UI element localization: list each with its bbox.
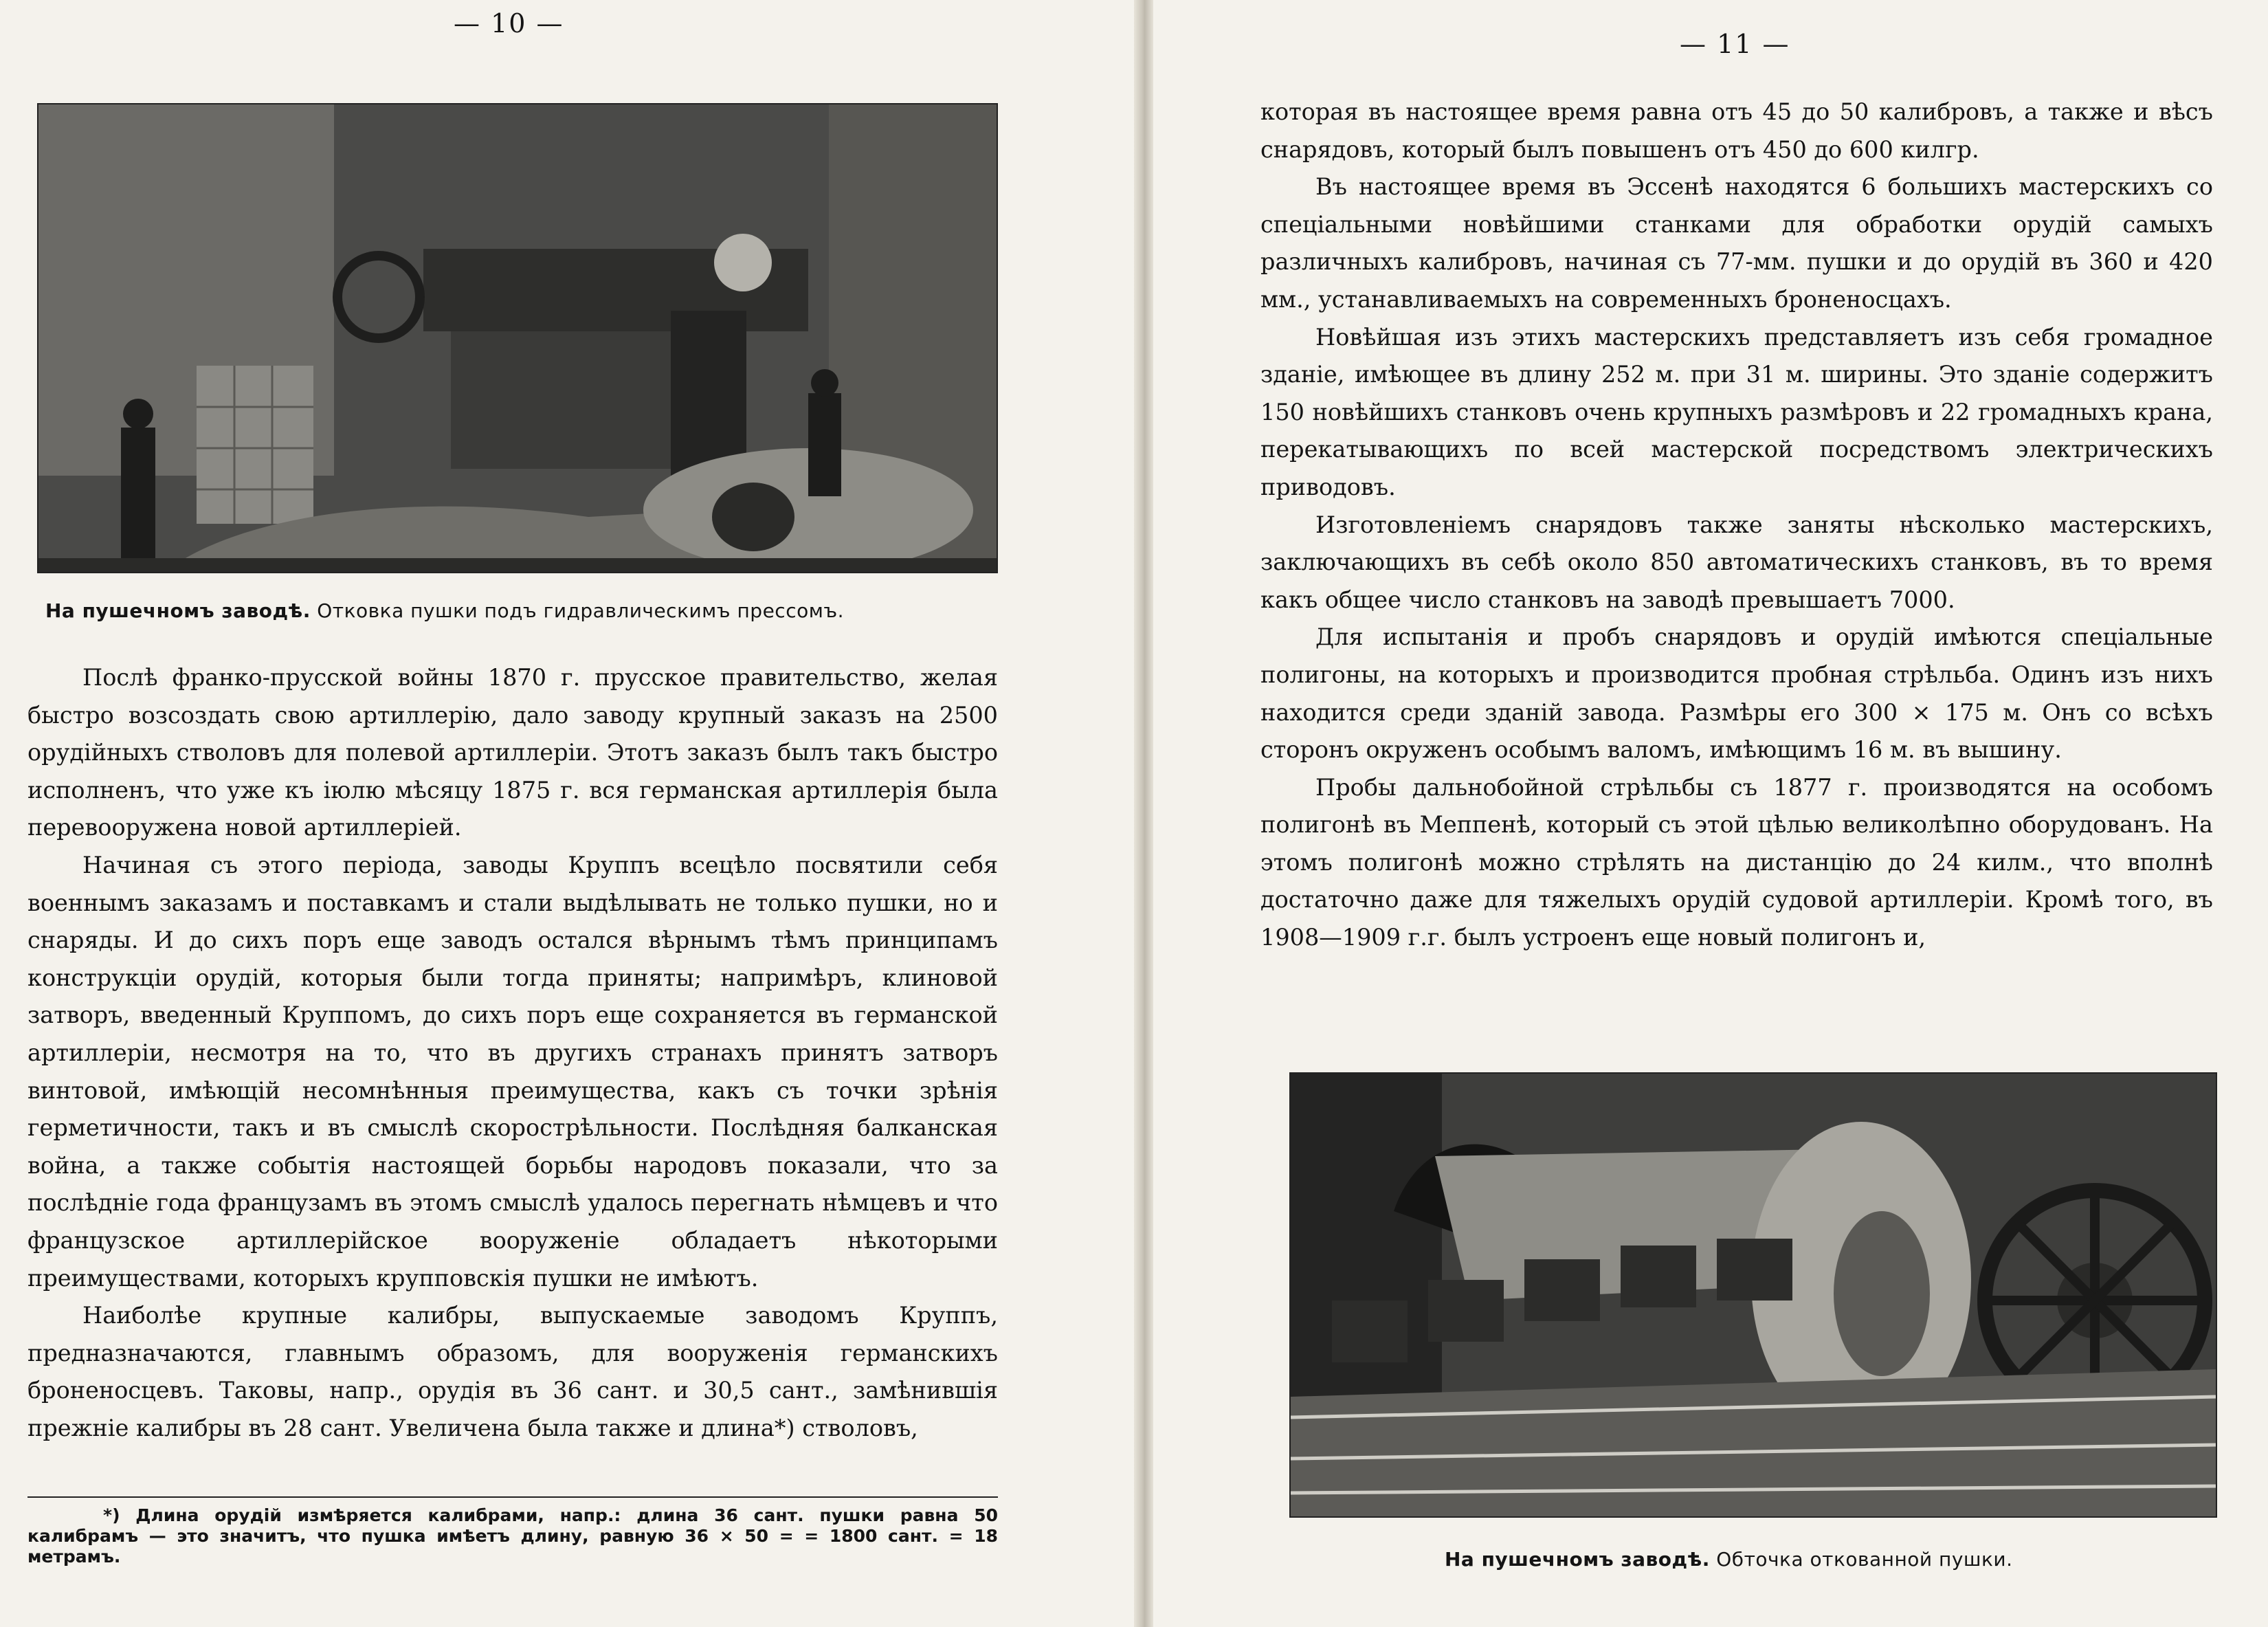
paragraph: Новѣйшая изъ этихъ мастерскихъ представляетъ изъ себя громадное зданіе, имѣющее въ длину 252 м. при 31 м. ширины. Это зданіе содержитъ 150 новѣйшихъ станковъ очень крупныхъ размѣровъ и 22 громадныхъ крана, перекатывающихъ по всей мастерской посредствомъ электрическихъ приводовъ. xyxy=(1260,323,2213,500)
photo-caption-left xyxy=(45,599,844,622)
caption-left-bold: На пушечномъ заводѣ. xyxy=(45,599,311,622)
caption-right-rest: Обточка откованной пушки. xyxy=(1709,1548,2013,1571)
paragraph: Для испытанія и пробъ снарядовъ и орудій имѣются спеціальные полигоны, на которыхъ и производится пробная стрѣльба. Одинъ изъ нихъ находится среди зданій завода. Размѣры его 300 × 175 м. Онъ со всѣхъ сторонъ окруженъ особымъ валомъ, имѣющимъ 16 м. въ вышину. xyxy=(1260,623,2213,764)
footnote-divider xyxy=(27,1496,998,1498)
page-number-left: — 10 — xyxy=(454,8,564,38)
caption-right-bold: На пушечномъ заводѣ. xyxy=(1445,1548,1710,1571)
page-number-right: — 11 — xyxy=(1680,29,1790,59)
footnote xyxy=(27,1505,998,1567)
photo-forging-press-image xyxy=(38,104,997,572)
paragraph: которая въ настоящее время равна отъ 45 до 50 калибровъ, а также и вѣсъ снарядовъ, который былъ повышенъ отъ 450 до 600 килгр. xyxy=(1260,98,2213,163)
paragraph: Начиная съ этого періода, заводы Круппъ всецѣло посвятили себя военнымъ заказамъ и поставкамъ и стали выдѣлывать не только пушки, но и снаряды. И до сихъ поръ еще заводъ остался вѣрнымъ тѣмъ принципамъ конструкціи орудій, которыя были тогда приняты; напримѣръ, клиновой затворъ, введенный Круппомъ, до сихъ поръ еще сохраняется въ германской артиллеріи, несмотря на то, что въ другихъ странахъ принятъ затворъ винтовой, имѣющій несомнѣнныя преимущества, какъ съ точки зрѣнія герметичности, такъ и въ смыслѣ скорострѣльности. Послѣдняя балканская война, а также событія настоящей борьбы народовъ показали, что за послѣдніе года французамъ въ этомъ смыслѣ удалось перегнать нѣмцевъ и что французское артиллерійское вооруженіе обладаетъ нѣкоторыми преимуществами, которыхъ крупповскія пушки не имѣютъ. xyxy=(27,851,998,1292)
photo-lathe-image xyxy=(1291,1074,2216,1516)
caption-left-rest: Отковка пушки подъ гидравлическимъ прессомъ. xyxy=(310,599,845,622)
left-body-text xyxy=(27,659,998,1447)
photo-forging-press xyxy=(37,103,998,573)
paragraph: Послѣ франко-прусской войны 1870 г. прусское правительство, желая быстро возсоздать свою артиллерію, дало заводу крупный заказъ на 2500 орудійныхъ стволовъ для полевой артиллеріи. Этотъ заказъ былъ такъ быстро исполненъ, что уже къ іюлю мѣсяцу 1875 г. вся германская артиллерія была перевооружена новой артиллеріей. xyxy=(27,664,998,841)
right-body-text xyxy=(1260,93,2213,957)
photo-caption-right xyxy=(1445,1548,2013,1571)
paragraph: Изготовленіемъ снарядовъ также заняты нѣсколько мастерскихъ, заключающихъ въ себѣ около 850 автоматическихъ станковъ, въ то время какъ общее число станковъ на заводѣ превышаетъ 7000. xyxy=(1260,511,2213,613)
paragraph: Пробы дальнобойной стрѣльбы съ 1877 г. производятся на особомъ полигонѣ въ Меппенѣ, который съ этой цѣлью великолѣпно оборудованъ. На этомъ полигонѣ можно стрѣлять на дистанцію до 24 килм., что вполнѣ достаточно даже для тяжелыхъ орудій судовой артиллеріи. Кромѣ того, въ 1908—1909 г.г. былъ устроенъ еще новый полигонъ и, xyxy=(1260,773,2213,951)
paragraph: Въ настоящее время въ Эссенѣ находятся 6 большихъ мастерскихъ со спеціальными новѣйшими станками для обработки орудій самыхъ различныхъ калибровъ, начиная съ 77-мм. пушки и до орудій въ 360 и 420 мм., устанавливаемыхъ на современныхъ броненосцахъ. xyxy=(1260,173,2213,313)
right-page xyxy=(1144,0,2268,1627)
footnote-text: *) Длина орудій измѣряется калибрами, напр.: длина 36 сант. пушки равна 50 калибрамъ — это значитъ, что пушка имѣетъ длину, равную 36 × 50 = = 1800 сант. = 18 метрамъ. xyxy=(27,1505,998,1567)
photo-lathe xyxy=(1289,1072,2217,1518)
paragraph: Наиболѣе крупные калибры, выпускаемые заводомъ Круппъ, предназначаются, главнымъ образомъ, для вооруженія германскихъ броненосцевъ. Таковы, напр., орудія въ 36 сант. и 30,5 сант., замѣнившія прежніе калибры въ 28 сант. Увеличена была также и длина*) стволовъ, xyxy=(27,1302,998,1441)
